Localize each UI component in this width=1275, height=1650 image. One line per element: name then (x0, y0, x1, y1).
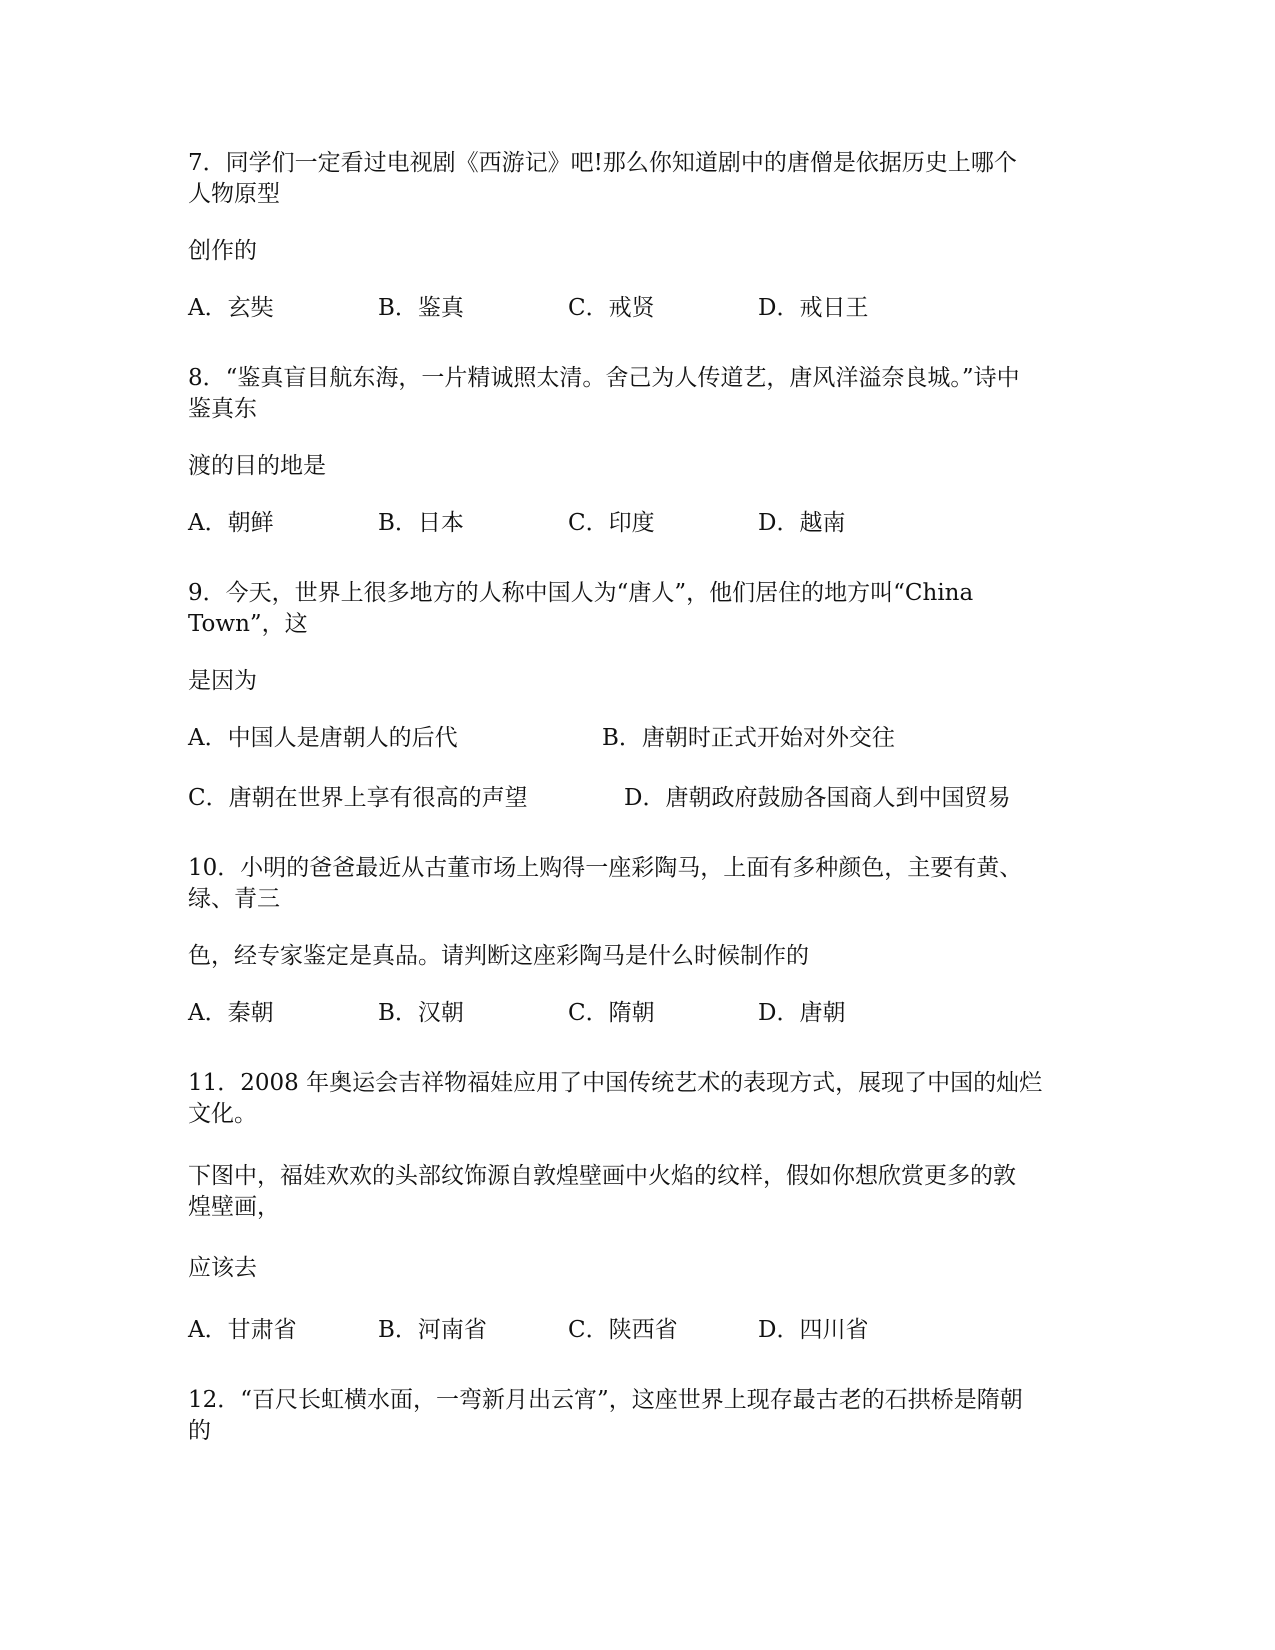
q9-continuation: 是因为 (188, 668, 257, 694)
q10-option-c: C．隋朝 (568, 1000, 655, 1026)
q8-option-c: C．印度 (568, 510, 655, 536)
q8-option-b: B．日本 (378, 510, 464, 536)
q11-option-b: B．河南省 (378, 1317, 487, 1343)
q7-option-c: C．戒贤 (568, 295, 655, 321)
q7-stem-line-2: 人物原型 (188, 181, 280, 207)
q11-continuation: 应该去 (188, 1255, 257, 1281)
q11-stem-line-2: 文化。 (188, 1101, 257, 1127)
q10-stem-line-1: 10．小明的爸爸最近从古董市场上购得一座彩陶马，上面有多种颜色，主要有黄、 (188, 855, 1023, 881)
q8-stem-line-2: 鉴真东 (188, 396, 257, 422)
q11-option-c: C．陕西省 (568, 1317, 678, 1343)
q11-stem-line-1: 11．2008 年奥运会吉祥物福娃应用了中国传统艺术的表现方式，展现了中国的灿烂 (188, 1070, 1043, 1096)
q7-continuation: 创作的 (188, 238, 257, 264)
q11-continuation-line-1: 下图中，福娃欢欢的头部纹饰源自敦煌壁画中火焰的纹样，假如你想欣赏更多的敦 (188, 1163, 1016, 1189)
q8-option-d: D．越南 (758, 510, 846, 536)
q10-option-d: D．唐朝 (758, 1000, 846, 1026)
q11-option-a: A．甘肃省 (188, 1317, 297, 1343)
q7-option-d: D．戒日王 (758, 295, 869, 321)
q7-stem-line-1: 7．同学们一定看过电视剧《西游记》吧!那么你知道剧中的唐僧是依据历史上哪个 (188, 150, 1017, 176)
q9-option-b: B．唐朝时正式开始对外交往 (602, 725, 895, 751)
q8-stem-line-1: 8．“鉴真盲目航东海，一片精诚照太清。舍己为人传道艺，唐风洋溢奈良城。”诗中 (188, 365, 1020, 391)
q9-option-c: C．唐朝在世界上享有很高的声望 (188, 785, 528, 811)
q9-option-d: D．唐朝政府鼓励各国商人到中国贸易 (624, 785, 1011, 811)
q9-stem-line-1: 9．今天，世界上很多地方的人称中国人为“唐人”，他们居住的地方叫“China (188, 580, 974, 606)
q11-option-d: D．四川省 (758, 1317, 869, 1343)
q10-option-a: A．秦朝 (188, 1000, 274, 1026)
q7-option-b: B．鉴真 (378, 295, 464, 321)
q12-stem-line-1: 12．“百尺长虹横水面，一弯新月出云宵”，这座世界上现存最古老的石拱桥是隋朝 (188, 1387, 1023, 1413)
q11-continuation-line-2: 煌壁画， (188, 1194, 280, 1220)
q9-option-a: A．中国人是唐朝人的后代 (188, 725, 458, 751)
q10-stem-line-2: 绿、青三 (188, 886, 280, 912)
q8-option-a: A．朝鲜 (188, 510, 274, 536)
q12-stem-line-2: 的 (188, 1418, 211, 1444)
q7-option-a: A．玄奘 (188, 295, 274, 321)
q9-stem-line-2: Town”，这 (188, 611, 308, 637)
q10-continuation: 色，经专家鉴定是真品。请判断这座彩陶马是什么时候制作的 (188, 943, 809, 969)
q10-option-b: B．汉朝 (378, 1000, 464, 1026)
q8-continuation: 渡的目的地是 (188, 453, 326, 479)
